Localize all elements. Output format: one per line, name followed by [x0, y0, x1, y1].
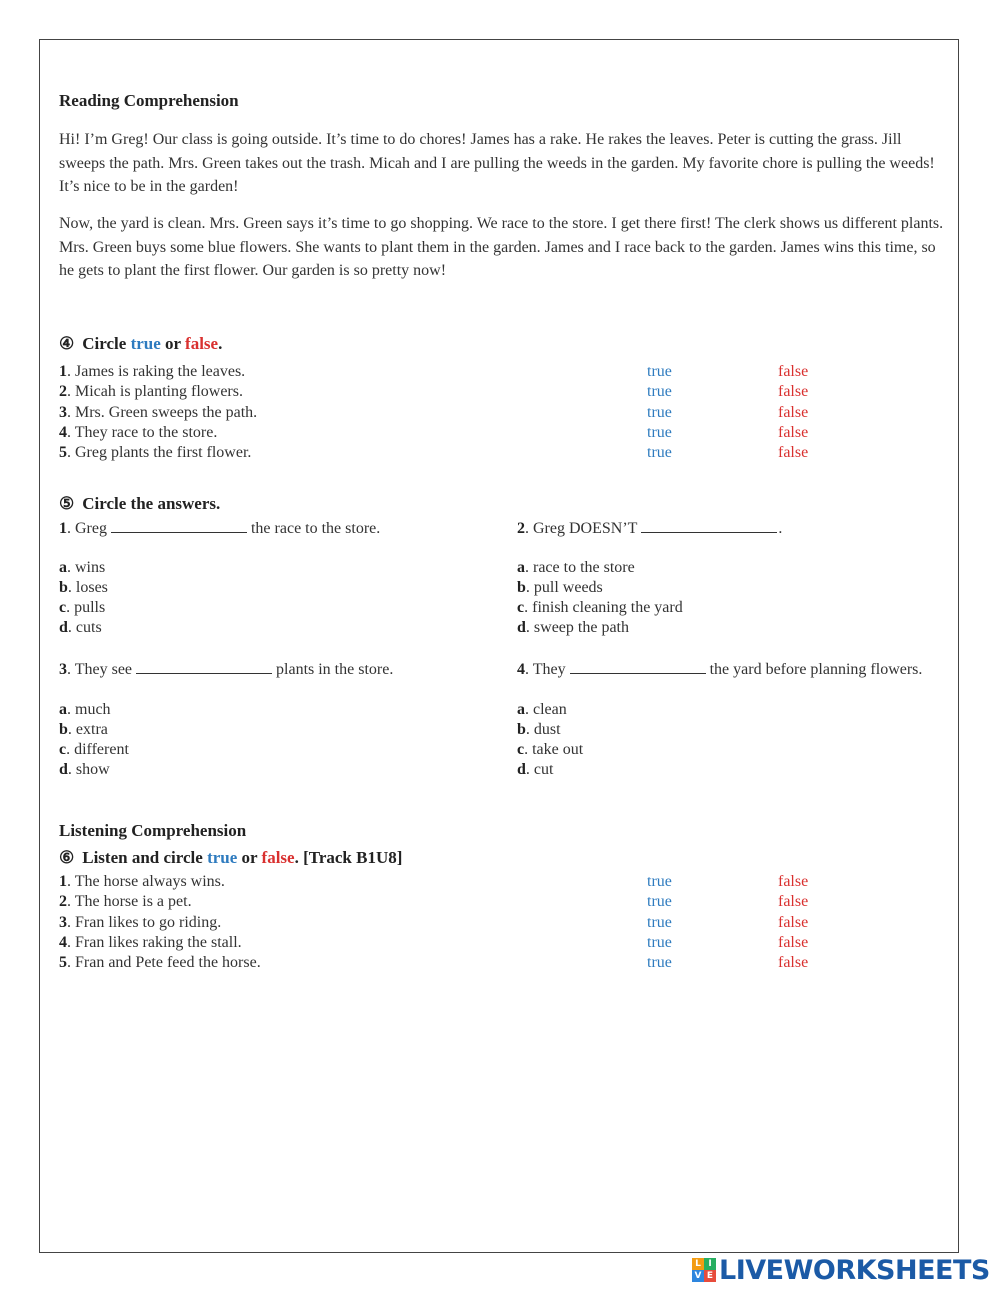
option-text: . different [66, 741, 129, 758]
question-3-after: plants in the store. [276, 661, 394, 678]
section-6-statement [59, 913, 221, 933]
option[interactable] [59, 558, 108, 578]
question-1-blank[interactable] [111, 518, 247, 533]
option-text: . sweep the path [525, 619, 629, 636]
section-4-heading [59, 334, 222, 354]
true-option[interactable]: true [647, 913, 672, 931]
statement-text: . Fran and Pete feed the horse. [67, 954, 261, 972]
statement-number: 3 [59, 913, 67, 931]
question-4-before: . They [525, 661, 566, 678]
option-letter: c [517, 599, 525, 616]
section-6-marker: ⑥ [59, 848, 75, 867]
question-2-options [517, 558, 683, 638]
section-6-true-word: true [207, 848, 238, 867]
option-text: . race to the store [525, 559, 635, 576]
section-4-suffix: . [218, 334, 223, 353]
question-2-before: . Greg DOESN’T [525, 520, 638, 537]
true-option[interactable]: true [647, 873, 672, 890]
liveworksheets-logo [692, 1256, 990, 1284]
section-6-statement [59, 872, 225, 892]
false-option[interactable]: false [778, 363, 809, 380]
section-4-statement [59, 443, 251, 463]
statement-text: . Greg plants the first flower. [67, 444, 252, 462]
question-3-number: 3 [59, 661, 67, 678]
section-4-or-word: or [160, 334, 186, 353]
question-2-blank[interactable] [641, 518, 777, 533]
logo-icon-letter: L [692, 1258, 704, 1270]
statement-number: 1 [59, 873, 67, 890]
statement-number: 4 [59, 933, 67, 951]
option[interactable] [517, 578, 683, 598]
reading-title: Reading Comprehension [59, 91, 239, 110]
true-option[interactable]: true [647, 954, 672, 972]
false-option[interactable]: false [778, 383, 809, 401]
section-6-statement [59, 933, 242, 953]
question-3 [59, 659, 393, 680]
true-option[interactable]: true [647, 363, 672, 380]
false-option[interactable]: false [778, 444, 809, 462]
option[interactable] [59, 740, 129, 760]
option-text: . pull weeds [525, 579, 603, 596]
option[interactable] [59, 760, 129, 780]
option-text: . pulls [66, 599, 106, 616]
true-option[interactable]: true [647, 933, 672, 951]
section-4-marker: ④ [59, 334, 75, 353]
option-letter: c [517, 741, 525, 758]
option-text: . cuts [67, 619, 102, 636]
statement-text: . Fran likes raking the stall. [67, 933, 242, 951]
question-4 [517, 659, 922, 680]
option-letter: a [517, 559, 525, 576]
option-letter: b [517, 579, 526, 596]
section-4-statement [59, 403, 257, 423]
section-4-statement [59, 362, 245, 382]
statement-number: 4 [59, 423, 67, 441]
statement-number: 2 [59, 383, 67, 401]
statement-text: . Mrs. Green sweeps the path. [67, 403, 258, 421]
option[interactable] [59, 598, 108, 618]
option[interactable] [517, 720, 583, 740]
section-4-true-word: true [130, 334, 161, 353]
false-option[interactable]: false [778, 873, 809, 890]
question-2-number: 2 [517, 520, 525, 537]
option-letter: d [517, 761, 526, 778]
option[interactable] [59, 578, 108, 598]
option[interactable] [517, 558, 683, 578]
section-6-statement [59, 953, 261, 973]
section-4-prefix: Circle [82, 334, 131, 353]
option-letter: b [59, 579, 68, 596]
true-option[interactable]: true [647, 444, 672, 462]
option-letter: d [59, 619, 68, 636]
question-4-after: the yard before planning flowers. [709, 661, 923, 678]
false-option[interactable]: false [778, 423, 809, 441]
option[interactable] [517, 618, 683, 638]
question-4-blank[interactable] [570, 659, 706, 674]
option-letter: a [517, 701, 525, 718]
option-letter: a [59, 701, 67, 718]
question-1-before: . Greg [67, 520, 107, 537]
statement-text: . The horse always wins. [67, 873, 225, 890]
question-3-before: . They see [67, 661, 133, 678]
true-option[interactable]: true [647, 383, 672, 401]
question-3-options [59, 700, 129, 780]
option-letter: c [59, 741, 67, 758]
question-1 [59, 518, 380, 539]
statement-text: . They race to the store. [67, 423, 218, 441]
logo-icon-letter: V [692, 1270, 704, 1282]
question-4-number: 4 [517, 661, 525, 678]
question-1-options [59, 558, 108, 638]
option-text: . clean [525, 701, 567, 718]
question-1-number: 1 [59, 520, 67, 537]
statement-number: 3 [59, 403, 67, 421]
logo-icon-letter: I [704, 1258, 716, 1270]
option-letter: b [59, 721, 68, 738]
question-3-blank[interactable] [136, 659, 272, 674]
section-6-suffix: . [Track B1U8] [294, 848, 403, 867]
option-text: . cut [525, 761, 554, 778]
question-2-after: . [778, 520, 783, 537]
statement-text: . Micah is planting flowers. [67, 383, 243, 401]
false-option[interactable]: false [778, 933, 809, 951]
option[interactable] [517, 700, 583, 720]
false-option[interactable]: false [778, 403, 809, 421]
logo-icon-letter: E [704, 1270, 716, 1282]
option-text: . loses [67, 579, 108, 596]
section-4-statement [59, 382, 243, 402]
statement-text: . Fran likes to go riding. [67, 913, 222, 931]
option-letter: a [59, 559, 67, 576]
section-5-marker: ⑤ [59, 494, 75, 513]
statement-number: 5 [59, 954, 67, 972]
section-6-prefix: Listen and circle [82, 848, 208, 867]
option[interactable] [517, 598, 683, 618]
option-text: . finish cleaning the yard [524, 599, 683, 616]
reading-paragraph-1: Hi! I’m Greg! Our class is going outside. It’s time to do chores! James has a rake. He rakes the leaves. Peter is cutting the grass. Jill sweeps the path. Mrs. Green takes out the trash. Micah and I are pulling the weeds in the garden. My favorite chore is pulling the weeds! It’s nice to be in the garden! [59, 131, 935, 195]
statement-text: . The horse is a pet. [67, 893, 192, 911]
section-6-statement [59, 892, 192, 912]
option-text: . wins [67, 559, 106, 576]
section-6-heading [59, 848, 402, 868]
statement-text: . James is raking the leaves. [67, 363, 246, 380]
option-letter: d [517, 619, 526, 636]
option-text: . show [67, 761, 110, 778]
question-4-options [517, 700, 583, 780]
statement-number: 5 [59, 444, 67, 462]
question-2 [517, 518, 782, 539]
false-option[interactable]: false [778, 893, 809, 911]
reading-paragraph-2: Now, the yard is clean. Mrs. Green says it’s time to go shopping. We race to the store. I get there first! The clerk shows us different plants. Mrs. Green buys some blue flowers. She wants to plant them in the garden. James and I race back to the garden. James wins this time, so he gets to plant the first flower. Our garden is so pretty now! [59, 215, 944, 279]
option[interactable] [517, 760, 583, 780]
statement-number: 1 [59, 363, 67, 380]
true-option[interactable]: true [647, 403, 672, 421]
option[interactable] [59, 720, 129, 740]
section-4-false-word: false [185, 334, 219, 353]
false-option[interactable]: false [778, 913, 809, 931]
option[interactable] [59, 618, 108, 638]
section-5-title: Circle the answers. [82, 494, 221, 513]
section-5-heading [59, 494, 220, 514]
option-letter: b [517, 721, 526, 738]
option-text: . extra [67, 721, 108, 738]
option-text: . take out [524, 741, 584, 758]
listening-title: Listening Comprehension [59, 821, 247, 840]
false-option[interactable]: false [778, 954, 809, 972]
section-4-statement [59, 423, 217, 443]
section-6-or-word: or [237, 848, 262, 867]
liveworksheets-logo-icon [692, 1258, 716, 1282]
option[interactable] [517, 740, 583, 760]
statement-number: 2 [59, 893, 67, 911]
question-1-after: the race to the store. [250, 520, 381, 537]
option-letter: c [59, 599, 67, 616]
true-option[interactable]: true [647, 423, 672, 441]
option[interactable] [59, 700, 129, 720]
option-text: . dust [525, 721, 561, 738]
true-option[interactable]: true [647, 893, 672, 911]
option-letter: d [59, 761, 68, 778]
section-6-false-word: false [261, 848, 295, 867]
option-text: . much [67, 701, 111, 718]
liveworksheets-logo-text: LIVEWORKSHEETS [719, 1254, 990, 1286]
